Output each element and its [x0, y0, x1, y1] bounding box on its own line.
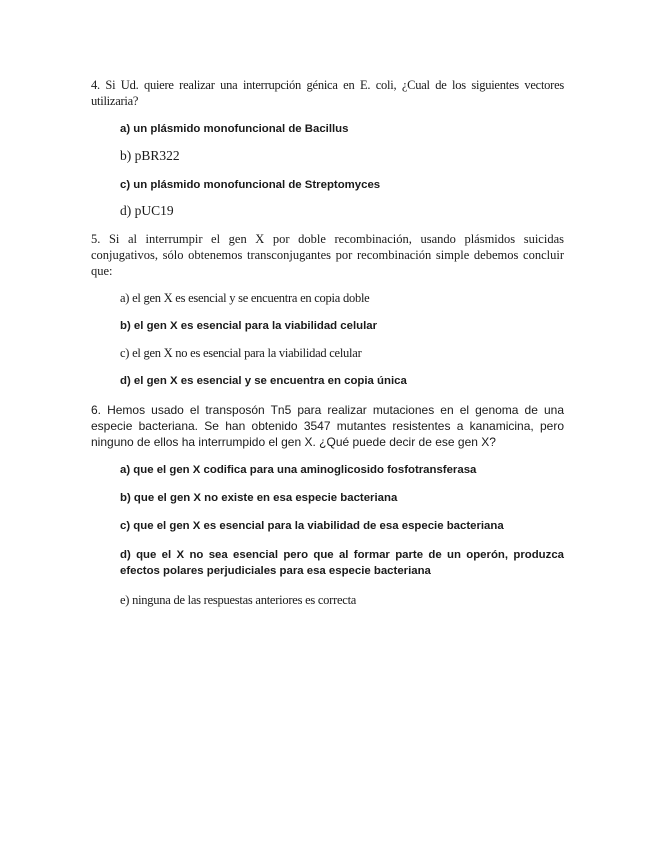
question-6-option-a: a) que el gen X codifica para una aminoglicosido fosfotransferasa	[120, 464, 477, 476]
question-6-option-e: e) ninguna de las respuestas anteriores es correcta	[120, 593, 357, 607]
question-6-stem: 6. Hemos usado el transposón Tn5 para realizar mutaciones en el genoma de una especie bacteriana. Se han obtenido 3547 mutantes resistentes a kanamicina, pero ninguno de ellos ha interrumpido el gen X. ¿Qué puede decir de ese gen X?	[91, 403, 564, 449]
question-4-option-b: b) pBR322	[120, 148, 180, 163]
question-5-option-a: a) el gen X es esencial y se encuentra en copia doble	[120, 291, 370, 305]
question-5-option-c: c) el gen X no es esencial para la viabilidad celular	[120, 346, 362, 360]
question-5-option-b: b) el gen X es esencial para la viabilidad celular	[120, 320, 378, 332]
question-5-option-d: d) el gen X es esencial y se encuentra en copia única	[120, 375, 407, 387]
question-4-option-a: a) un plásmido monofuncional de Bacillus	[120, 123, 349, 135]
question-4-option-d: d) pUC19	[120, 203, 174, 218]
question-6-option-b: b) que el gen X no existe en esa especie bacteriana	[120, 492, 398, 504]
question-6-option-d: d) que el X no sea esencial pero que al formar parte de un operón, produzca efectos polares perjudiciales para esa especie bacteriana	[120, 549, 564, 577]
question-4-option-c: c) un plásmido monofuncional de Streptomyces	[120, 179, 381, 191]
question-6-option-c: c) que el gen X es esencial para la viabilidad de esa especie bacteriana	[120, 520, 504, 532]
question-4-stem: 4. Si Ud. quiere realizar una interrupción génica en E. coli, ¿Cual de los siguientes vectores utilizaria?	[91, 78, 564, 108]
question-5-stem: 5. Si al interrumpir el gen X por doble recombinación, usando plásmidos suicidas conjugativos, sólo obtenemos transconjugantes por recombinación simple debemos concluir que:	[91, 232, 564, 278]
